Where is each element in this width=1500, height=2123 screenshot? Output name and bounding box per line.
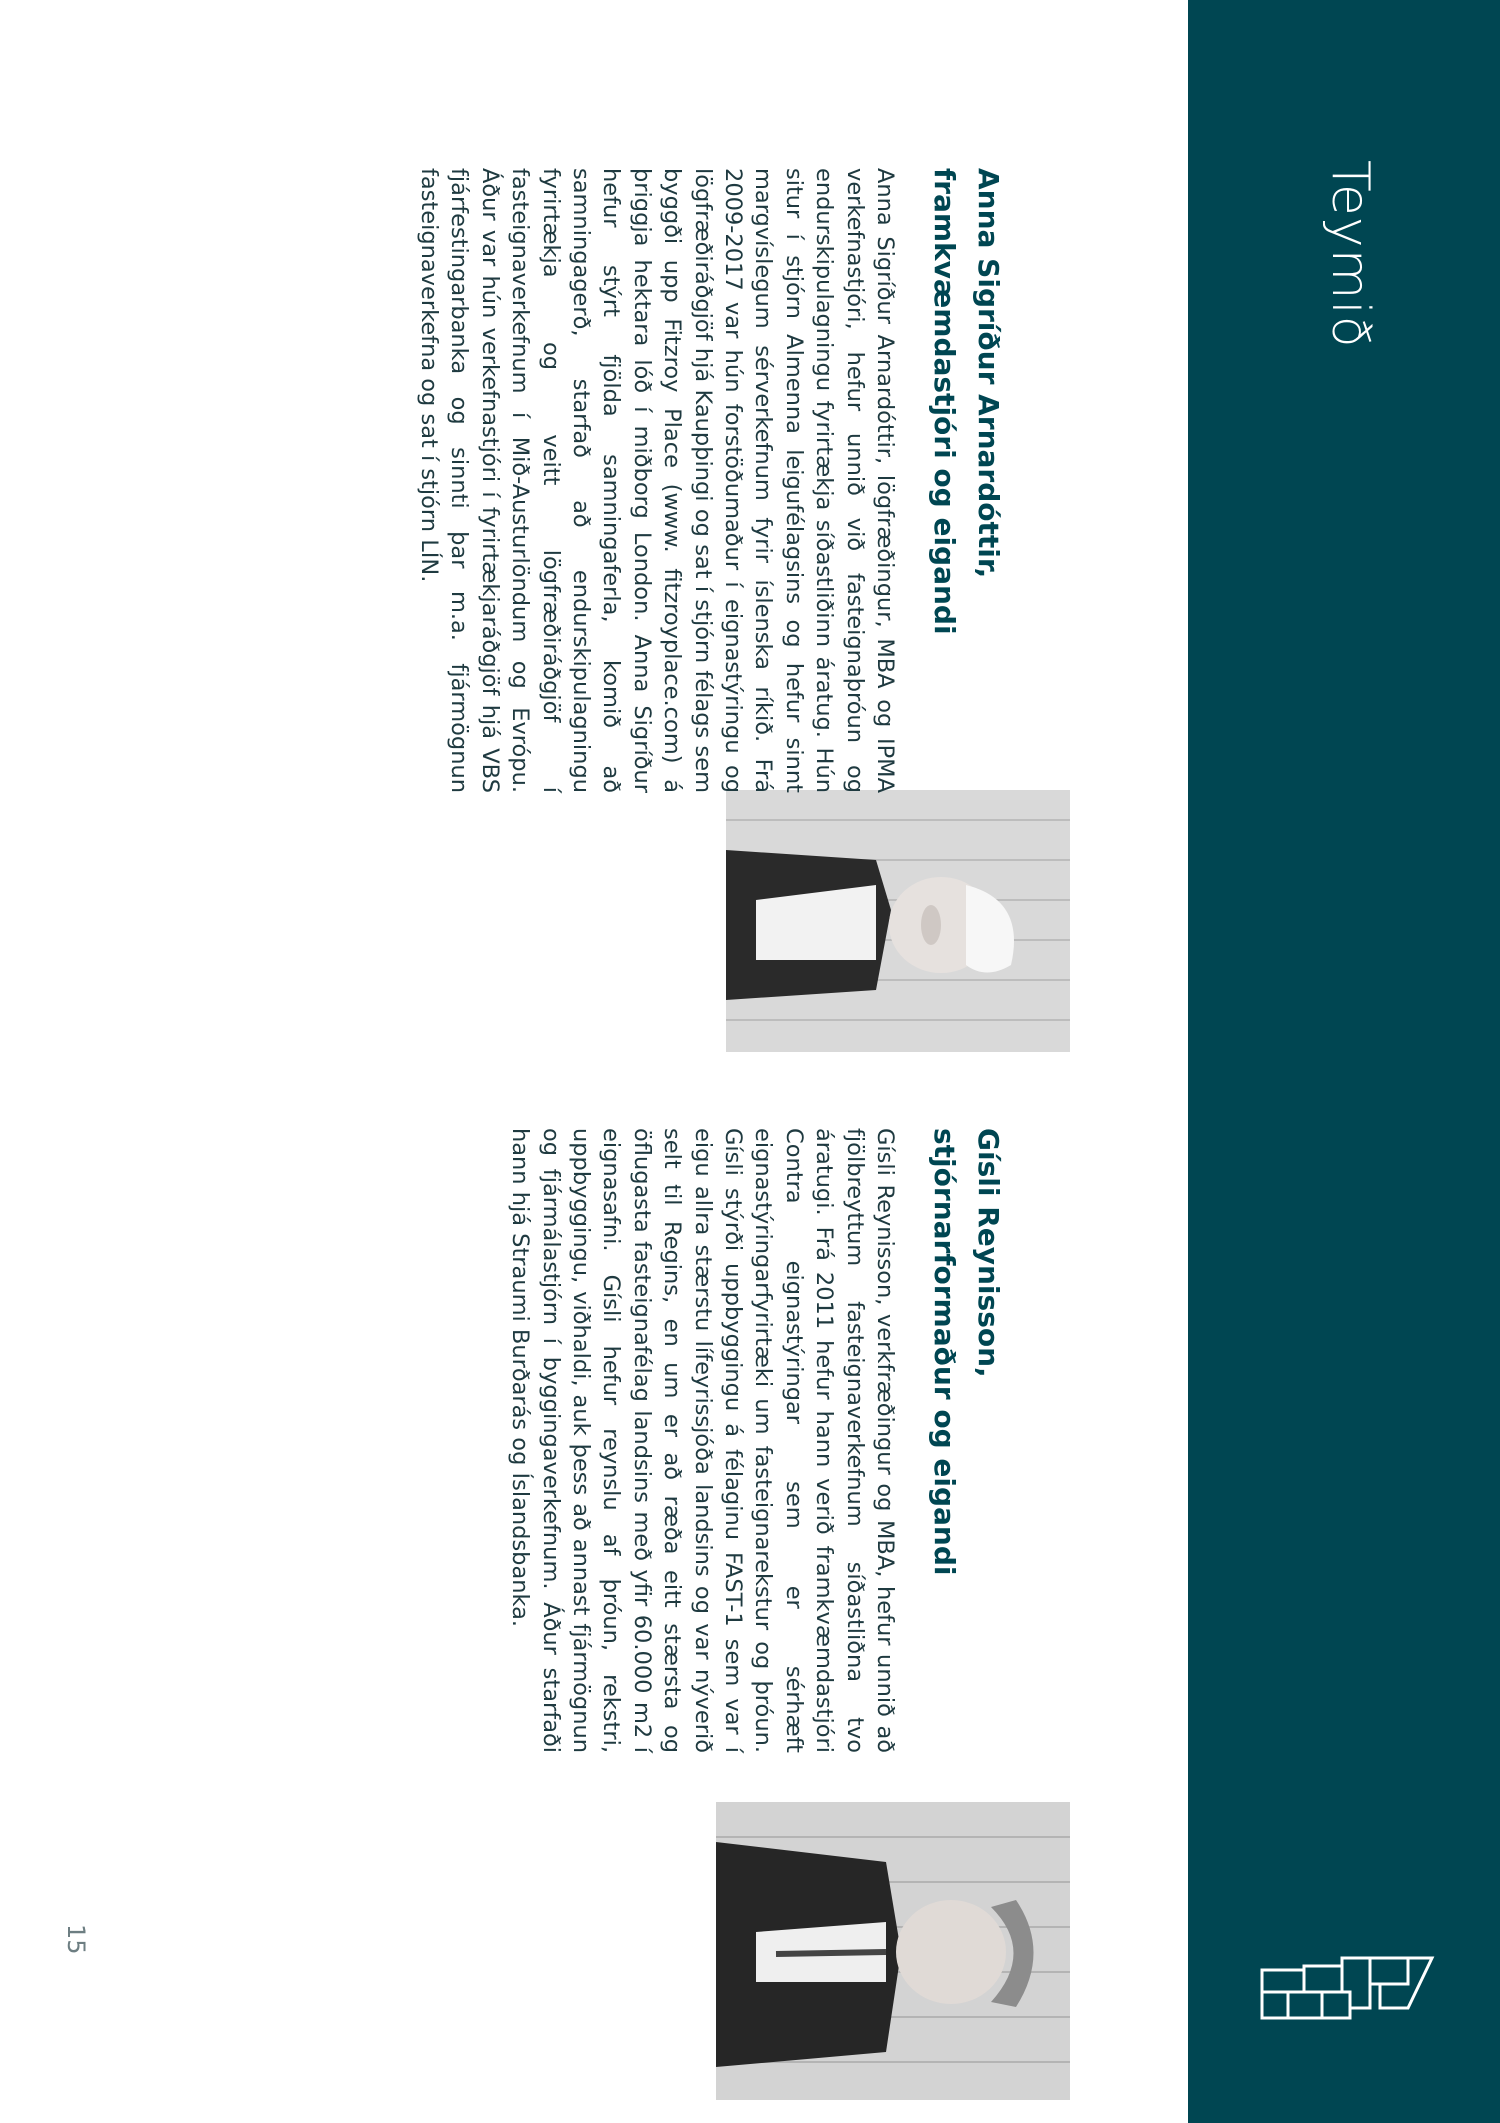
profile-name-line: Gísli Reynisson,: [972, 1128, 1005, 1378]
portrait-photo-icon: [716, 1802, 1070, 2100]
profile-anna: [414, 168, 1011, 793]
profile-name-line: Anna Sigríður Arnardóttir,: [972, 168, 1005, 579]
profile-gisli: [505, 1128, 1010, 1753]
profile-role-line: framkvæmdastjóri og eigandi: [928, 168, 961, 635]
profile-bio: Gísli Reynisson, verkfræðingur og MBA, hefur unnið að fjölbreyttum fasteignaverkefnum síðastliðna tvo áratugi. Frá 2011 hefur hann verið framkvæmdastjóri Contra eignastýringar sem er sérhæft eignastýringarfyrirtæki um fasteignarekstur og þróun. Gísli stýrði uppbyggingu á félaginu FAST-1 sem var í eigu allra stærstu lífeyrissjóða landsins og var nýverið selt til Regins, en um er að ræða eitt stærsta og öflugasta fasteignafélag landsins með yfir 60.000 m2 í eignasafni. Gísli hefur reynslu af þróun, rekstri, uppbyggingu, viðhaldi, auk þess að annast fjármögnun og fjármálastjórn í byggingaverkefnum. Áður starfaði hann hjá Straumi Burðarás og Íslandsbanka.: [507, 1128, 898, 1753]
portrait-photo-icon: [726, 790, 1070, 1052]
page-number: 15: [62, 1924, 90, 1955]
profile-role-line: stjórnarformaður og eigandi: [928, 1128, 961, 1576]
profile-name: [922, 1128, 1010, 1753]
profile-bio: Anna Sigríður Arnardóttir, lögfræðingur, MBA og IPMA verkefnastjóri, hefur unnið við fasteignaþróun og endurskipulagningu fyrirtækja síðastliðinn áratug. Hún situr í stjórn Almenna leigufélagsins og hefur sinnt margvíslegum sérverkefnum fyrir íslenska ríkið. Frá 2009-2017 var hún forstöðumaður í eignastýringu og lögfræðiráðgjöf hjá Kaupþingi og sat í stjórn félags sem byggði upp Fitzroy Place (www. fitzroyplace.com) á þriggja hektara lóð í miðborg London. Anna Sigríður hefur stýrt fjölda samningaferla, komið að samningagerð, starfað að endurskipulagningu fyrirtækja og veitt lögfræðiráðgjöf í fasteignaverkefnum í Mið-Austurlöndum og Evrópu. Áður var hún verkefnastjóri í fyrirtækjaráðgjöf hjá VBS fjárfestingarbanka og sinnti þar m.a. fjármögnun fasteignaverkefna og sat í stjórn LÍN.: [415, 168, 898, 793]
profile-photo-anna: [726, 790, 1070, 1052]
company-logo-icon: [1258, 1948, 1438, 2024]
section-title: Teymið: [1320, 160, 1380, 349]
profile-photo-gisli: [716, 1802, 1070, 2100]
profile-name: [922, 168, 1010, 793]
